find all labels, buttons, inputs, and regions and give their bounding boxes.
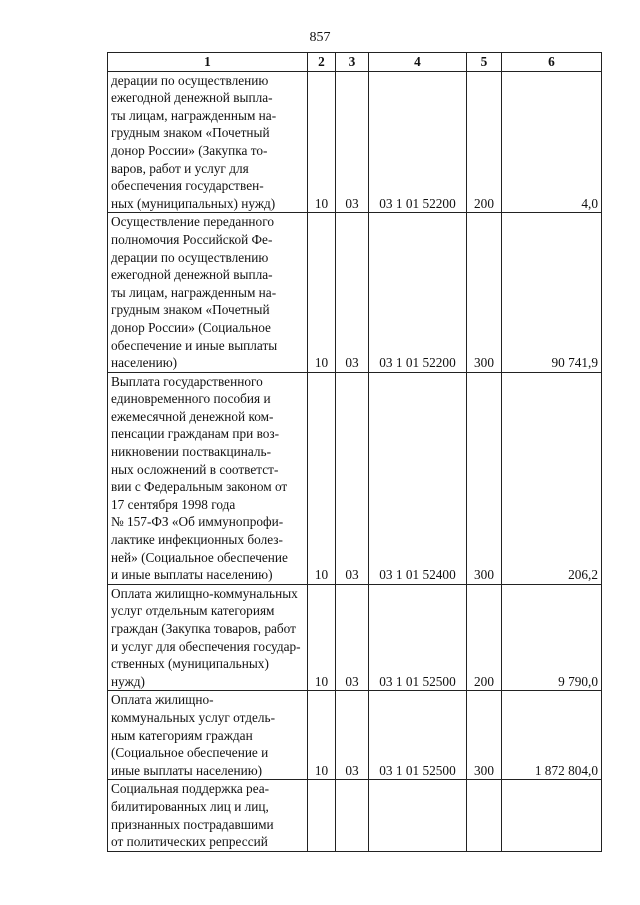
row-target-article-code: 03 1 01 52400 — [369, 372, 467, 584]
row-amount: 90 741,9 — [502, 213, 602, 372]
row-expense-type-code — [467, 780, 502, 851]
row-target-article-code: 03 1 01 52200 — [369, 213, 467, 372]
row-description: дерации по осуществлению ежегодной денежной выпла- ты лицам, награжденным на- грудным знаком «Почетный донор России» (Закупка то- варов, работ и услуг для обеспечения государствен- ных (муниципальных) нужд) — [108, 71, 308, 213]
row-description: Оплата жилищно- коммунальных услуг отдель- ным категориям граждан (Социальное обеспечение и иные выплаты населению) — [108, 691, 308, 780]
row-subsection-code: 03 — [336, 71, 369, 213]
row-expense-type-code: 200 — [467, 584, 502, 691]
table-row — [108, 691, 602, 780]
row-section-code: 10 — [308, 584, 336, 691]
row-expense-type-code: 300 — [467, 691, 502, 780]
budget-table — [107, 52, 602, 852]
row-target-article-code: 03 1 01 52200 — [369, 71, 467, 213]
row-amount: 9 790,0 — [502, 584, 602, 691]
table-row — [108, 780, 602, 851]
row-subsection-code: 03 — [336, 584, 369, 691]
row-subsection-code: 03 — [336, 213, 369, 372]
table-header-row — [108, 53, 602, 72]
row-section-code: 10 — [308, 691, 336, 780]
row-expense-type-code: 200 — [467, 71, 502, 213]
row-amount: 1 872 804,0 — [502, 691, 602, 780]
column-header: 3 — [336, 53, 369, 72]
row-section-code: 10 — [308, 213, 336, 372]
column-header: 4 — [369, 53, 467, 72]
row-amount: 206,2 — [502, 372, 602, 584]
row-subsection-code — [336, 780, 369, 851]
row-section-code: 10 — [308, 71, 336, 213]
row-description: Социальная поддержка реа- билитированных лиц и лиц, признанных пострадавшими от политических репрессий — [108, 780, 308, 851]
row-expense-type-code: 300 — [467, 372, 502, 584]
row-amount — [502, 780, 602, 851]
row-target-article-code: 03 1 01 52500 — [369, 691, 467, 780]
table-row — [108, 213, 602, 372]
row-description: Оплата жилищно-коммунальных услуг отдельным категориям граждан (Закупка товаров, работ и услуг для обеспечения государ- ственных (муниципальных) нужд) — [108, 584, 308, 691]
column-header: 2 — [308, 53, 336, 72]
table-row — [108, 71, 602, 213]
column-header: 5 — [467, 53, 502, 72]
row-subsection-code: 03 — [336, 372, 369, 584]
row-section-code: 10 — [308, 372, 336, 584]
row-subsection-code: 03 — [336, 691, 369, 780]
row-section-code — [308, 780, 336, 851]
row-target-article-code: 03 1 01 52500 — [369, 584, 467, 691]
row-description: Выплата государственного единовременного пособия и ежемесячной денежной ком- пенсации гражданам при воз- никновении поствакциналь- ных осложнений в соответст- вии с Федеральным законом от 17 сентября 1998 года № 157-ФЗ «Об иммунопрофи- лактике инфекционных болез- ней» (Социальное обеспечение и иные выплаты населению) — [108, 372, 308, 584]
column-header: 1 — [108, 53, 308, 72]
table-row — [108, 584, 602, 691]
row-target-article-code — [369, 780, 467, 851]
page-number: 857 — [309, 30, 331, 45]
column-header: 6 — [502, 53, 602, 72]
table-row — [108, 372, 602, 584]
row-amount: 4,0 — [502, 71, 602, 213]
row-expense-type-code: 300 — [467, 213, 502, 372]
row-description: Осуществление переданного полномочия Российской Фе- дерации по осуществлению ежегодной денежной выпла- ты лицам, награжденным на- грудным знаком «Почетный донор России» (Социальное обеспечение и иные выплаты населению) — [108, 213, 308, 372]
